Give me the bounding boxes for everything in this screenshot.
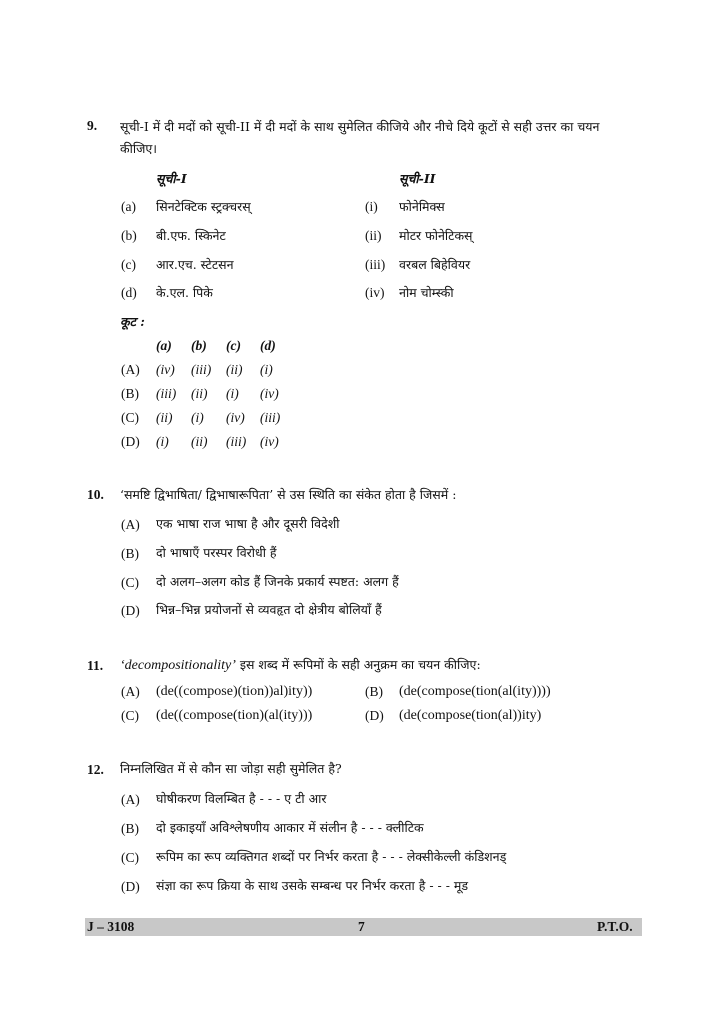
list2-item: वरबल बिहेवियर <box>399 257 471 272</box>
pto-label: P.T.O. <box>597 919 633 934</box>
option-label: (B) <box>121 546 139 561</box>
option-text: (de(compose(tion(al(ity)))) <box>399 684 551 699</box>
list2-label: (iii) <box>365 257 386 272</box>
list2-label: (i) <box>365 199 378 214</box>
code-value: (iii) <box>191 362 212 377</box>
code-label: कूट : <box>120 314 145 329</box>
code-header: (a) <box>156 338 172 353</box>
code-value: (i) <box>260 362 273 377</box>
option-text: दो अलग–अलग कोड हैं जिनके प्रकार्य स्पष्टत: अलग हैं <box>156 574 399 589</box>
code-value: (iii) <box>226 434 247 449</box>
question-term: ‘decompositionality’ <box>120 658 236 673</box>
option-label: (B) <box>121 821 139 836</box>
list2-item: मोटर फोनेटिकस् <box>399 228 473 243</box>
option-text: दो इकाइयाँ अविश्लेषणीय आकार में संलीन है - - - क्लीटिक <box>156 820 424 835</box>
option-label: (C) <box>121 575 139 590</box>
code-value: (ii) <box>226 362 243 377</box>
option-text: दो भाषाएँ परस्पर विरोधी हैं <box>156 545 277 560</box>
question-number: 10. <box>87 487 104 502</box>
code-value: (ii) <box>191 386 208 401</box>
option-text: (de((compose(tion)(al(ity))) <box>156 708 313 723</box>
list2-label: (iv) <box>365 285 385 300</box>
list1-item: आर.एच. स्टेटसन <box>156 257 234 272</box>
code-row-label: (C) <box>121 410 139 425</box>
list2-label: (ii) <box>365 228 382 243</box>
question-text-line2: कीजिए। <box>120 141 158 156</box>
list2-header: सूची-II <box>399 171 436 186</box>
code-value: (iv) <box>156 362 175 377</box>
option-text: भिन्न–भिन्न प्रयोजनों से व्यवहृत दो क्षेत्रीय बोलियाँ हैं <box>156 602 382 617</box>
option-text: एक भाषा राज भाषा है और दूसरी विदेशी <box>156 516 340 531</box>
option-text: घोषीकरण विलम्बित है - - - ए टी आर <box>156 791 327 806</box>
option-text: (de((compose)(tion))al)ity)) <box>156 684 313 699</box>
code-value: (iii) <box>156 386 177 401</box>
question-text: निम्नलिखित में से कौन सा जोड़ा सही सुमेलित है? <box>120 761 342 776</box>
option-label: (B) <box>365 684 383 699</box>
list2-item: नोम चोम्स्की <box>399 285 454 300</box>
code-value: (iv) <box>226 410 245 425</box>
list1-label: (a) <box>121 199 136 214</box>
option-label: (D) <box>365 708 384 723</box>
code-row-label: (D) <box>121 434 140 449</box>
question-number: 9. <box>87 118 98 133</box>
list1-label: (c) <box>121 257 136 272</box>
option-label: (D) <box>121 603 140 618</box>
list1-item: बी.एफ. स्किनेट <box>156 228 226 243</box>
list2-item: फोनेमिक्स <box>399 199 445 214</box>
code-value: (iv) <box>260 434 279 449</box>
question-text <box>120 656 481 674</box>
list1-item: सिनटेक्टिक स्ट्रक्चरस् <box>156 199 251 214</box>
paper-code: J – 3108 <box>87 919 135 934</box>
option-label: (C) <box>121 708 139 723</box>
option-label: (A) <box>121 792 140 807</box>
code-value: (i) <box>191 410 204 425</box>
option-label: (A) <box>121 517 140 532</box>
question-text: ‘समष्टि द्विभाषिता/ द्विभाषारूपिता’ से उस स्थिति का संकेत होता है जिसमें : <box>120 487 457 502</box>
option-text: (de(compose(tion(al))ity) <box>399 708 542 723</box>
option-label: (D) <box>121 879 140 894</box>
question-text-line1: सूची-I में दी मदों को सूची-II में दी मदों के साथ सुमेलित कीजिये और नीचे दिये कूटों से सही उत्तर का चयन <box>120 119 600 134</box>
question-text-rest: इस शब्द में रूपिमों के सही अनुक्रम का चयन कीजिए: <box>235 657 481 672</box>
question-number: 11. <box>87 658 104 673</box>
code-row-label: (B) <box>121 386 139 401</box>
list1-label: (d) <box>121 285 137 300</box>
list1-label: (b) <box>121 228 137 243</box>
list1-item: के.एल. पिके <box>156 285 213 300</box>
code-value: (ii) <box>156 410 173 425</box>
code-row-label: (A) <box>121 362 140 377</box>
option-label: (A) <box>121 684 140 699</box>
code-header: (d) <box>260 338 276 353</box>
code-header: (c) <box>226 338 241 353</box>
page-number: 7 <box>358 919 365 934</box>
code-value: (i) <box>226 386 239 401</box>
code-value: (iv) <box>260 386 279 401</box>
code-value: (i) <box>156 434 169 449</box>
option-label: (C) <box>121 850 139 865</box>
option-text: रूपिम का रूप व्यक्तिगत शब्दों पर निर्भर करता है - - - लेक्सीकेल्ली कंडिशनड् <box>156 849 507 864</box>
code-value: (iii) <box>260 410 281 425</box>
list1-header: सूची-I <box>156 171 187 186</box>
option-text: संज्ञा का रूप क्रिया के साथ उसके सम्बन्ध पर निर्भर करता है - - - मूड <box>156 878 469 893</box>
code-header: (b) <box>191 338 207 353</box>
code-value: (ii) <box>191 434 208 449</box>
question-number: 12. <box>87 762 104 777</box>
